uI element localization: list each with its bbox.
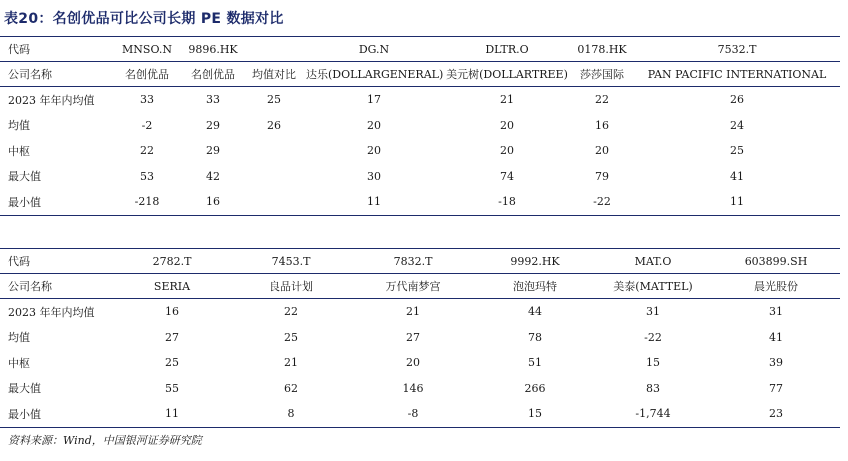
table-cell: 15	[646, 356, 660, 370]
table-cell: 11	[304, 189, 444, 215]
table-cell: 31	[594, 299, 712, 325]
table-cell	[244, 138, 304, 164]
table-header-row-code	[0, 249, 840, 274]
table-row	[0, 138, 840, 164]
table-cell: 33	[182, 87, 244, 113]
table-cell: 11	[634, 189, 840, 215]
table-cell: 25	[730, 144, 744, 158]
table-cell: 21	[284, 356, 298, 370]
table-cell: 266	[524, 381, 546, 395]
table-row	[0, 87, 840, 113]
table-cell: 27	[165, 330, 179, 344]
table-cell: 名创优品	[112, 62, 182, 87]
table-cell: 20	[500, 144, 514, 158]
row-label-cell: 中枢	[8, 356, 30, 370]
table-cell: 83	[646, 381, 660, 395]
table-cell: 74	[500, 169, 514, 183]
table-cell: 16	[112, 299, 232, 325]
table-cell: 23	[712, 401, 840, 427]
table-cell: 79	[595, 169, 609, 183]
table-row	[0, 189, 840, 215]
row-label-cell: 代码	[0, 249, 112, 274]
table-cell: 2782.T	[112, 249, 232, 274]
table-cell: -2	[141, 118, 153, 132]
table-cell: 均值对比	[244, 62, 304, 87]
table-cell: 达乐(DOLLARGENERAL)	[304, 62, 444, 87]
table-cell: 44	[476, 299, 594, 325]
table-cell: 7453.T	[232, 249, 350, 274]
table-cell: -8	[350, 401, 476, 427]
table-cell: DLTR.O	[444, 37, 570, 62]
table-cell: 26	[267, 118, 281, 132]
table-cell: 25	[284, 330, 298, 344]
table-cell: 20	[500, 118, 514, 132]
table-row	[0, 299, 840, 325]
table-cell: 晨光股份	[712, 274, 840, 299]
table-cell: 泡泡玛特	[476, 274, 594, 299]
table-cell: DG.N	[304, 37, 444, 62]
table-cell: 万代南梦宫	[350, 274, 476, 299]
table-cell: -22	[644, 330, 662, 344]
table-row	[0, 164, 840, 190]
pe-comparison-table-2	[0, 248, 840, 428]
row-label-cell: 中枢	[8, 144, 30, 158]
table-cell: 0178.HK	[570, 37, 634, 62]
table-cell: 11	[112, 401, 232, 427]
table-cell: MAT.O	[594, 249, 712, 274]
table-cell: 8	[232, 401, 350, 427]
table-cell: 20	[367, 118, 381, 132]
table-cell: 603899.SH	[712, 249, 840, 274]
table-cell: 22	[232, 299, 350, 325]
row-label-cell: 均值	[8, 331, 30, 345]
table-cell: 16	[182, 189, 244, 215]
table-cell: 146	[402, 381, 424, 395]
row-label-cell: 均值	[8, 119, 30, 133]
table-row	[0, 113, 840, 139]
table-cell: 21	[444, 87, 570, 113]
table-cell: 33	[112, 87, 182, 113]
table-header-row-name	[0, 274, 840, 299]
table-cell: 78	[528, 330, 542, 344]
row-label-cell: 最小值	[0, 401, 112, 427]
table-cell: 17	[304, 87, 444, 113]
table-header-row-code	[0, 37, 840, 62]
table-row	[0, 350, 840, 376]
table-cell: 22	[140, 144, 154, 158]
row-label-cell: 公司名称	[0, 62, 112, 87]
table-cell: -218	[112, 189, 182, 215]
table-cell: 9992.HK	[476, 249, 594, 274]
table-cell: PAN PACIFIC INTERNATIONAL	[634, 62, 840, 87]
table-cell: 20	[595, 144, 609, 158]
table-cell: 良品计划	[232, 274, 350, 299]
table-cell: 美泰(MATTEL)	[594, 274, 712, 299]
table-cell: 7532.T	[634, 37, 840, 62]
table-cell: 15	[476, 401, 594, 427]
table-cell: SERIA	[112, 274, 232, 299]
table-cell: 41	[730, 169, 744, 183]
table-title: 表20：名创优品可比公司长期 PE 数据对比	[4, 11, 284, 27]
table-row	[0, 401, 840, 427]
table-cell: 20	[367, 144, 381, 158]
table-cell: 22	[570, 87, 634, 113]
table-cell	[244, 37, 304, 62]
table-cell: 21	[350, 299, 476, 325]
table-cell: 41	[769, 330, 783, 344]
table-cell	[244, 189, 304, 215]
table-cell: 27	[406, 330, 420, 344]
table-cell: 24	[730, 118, 744, 132]
row-label-cell: 公司名称	[0, 274, 112, 299]
row-label-cell: 代码	[0, 37, 112, 62]
table-cell: 20	[406, 356, 420, 370]
table-header-row-name	[0, 62, 840, 87]
table-cell: 25	[165, 356, 179, 370]
table-cell: MNSO.N	[112, 37, 182, 62]
table-row	[0, 325, 840, 351]
row-label-cell: 最小值	[0, 189, 112, 215]
table-cell: 53	[140, 169, 154, 183]
table-cell: 55	[165, 381, 179, 395]
table-cell: -22	[570, 189, 634, 215]
table-cell: 莎莎国际	[570, 62, 634, 87]
table-cell: 名创优品	[182, 62, 244, 87]
row-label-cell: 2023 年年内均值	[0, 299, 112, 325]
table-cell: 77	[769, 381, 783, 395]
table-cell: 美元树(DOLLARTREE)	[444, 62, 570, 87]
table-cell	[244, 164, 304, 190]
table-row	[0, 376, 840, 402]
table-cell: 39	[769, 356, 783, 370]
table-cell: -18	[444, 189, 570, 215]
table-cell: 29	[206, 118, 220, 132]
table-cell: 31	[712, 299, 840, 325]
table-cell: 25	[244, 87, 304, 113]
table-cell: 62	[284, 381, 298, 395]
table-cell: 42	[206, 169, 220, 183]
table-cell: 9896.HK	[182, 37, 244, 62]
table-cell: 16	[595, 118, 609, 132]
table-cell: 7832.T	[350, 249, 476, 274]
table-cell: 29	[206, 144, 220, 158]
table-cell: -1,744	[594, 401, 712, 427]
table-cell: 51	[528, 356, 542, 370]
table-cell: 26	[634, 87, 840, 113]
row-label-cell: 最大值	[8, 382, 41, 396]
table-cell: 30	[367, 169, 381, 183]
row-label-cell: 2023 年年内均值	[0, 87, 112, 113]
source-note: 资料来源：Wind，中国银河证券研究院	[8, 434, 202, 447]
row-label-cell: 最大值	[8, 170, 41, 184]
pe-comparison-table-1	[0, 36, 840, 216]
